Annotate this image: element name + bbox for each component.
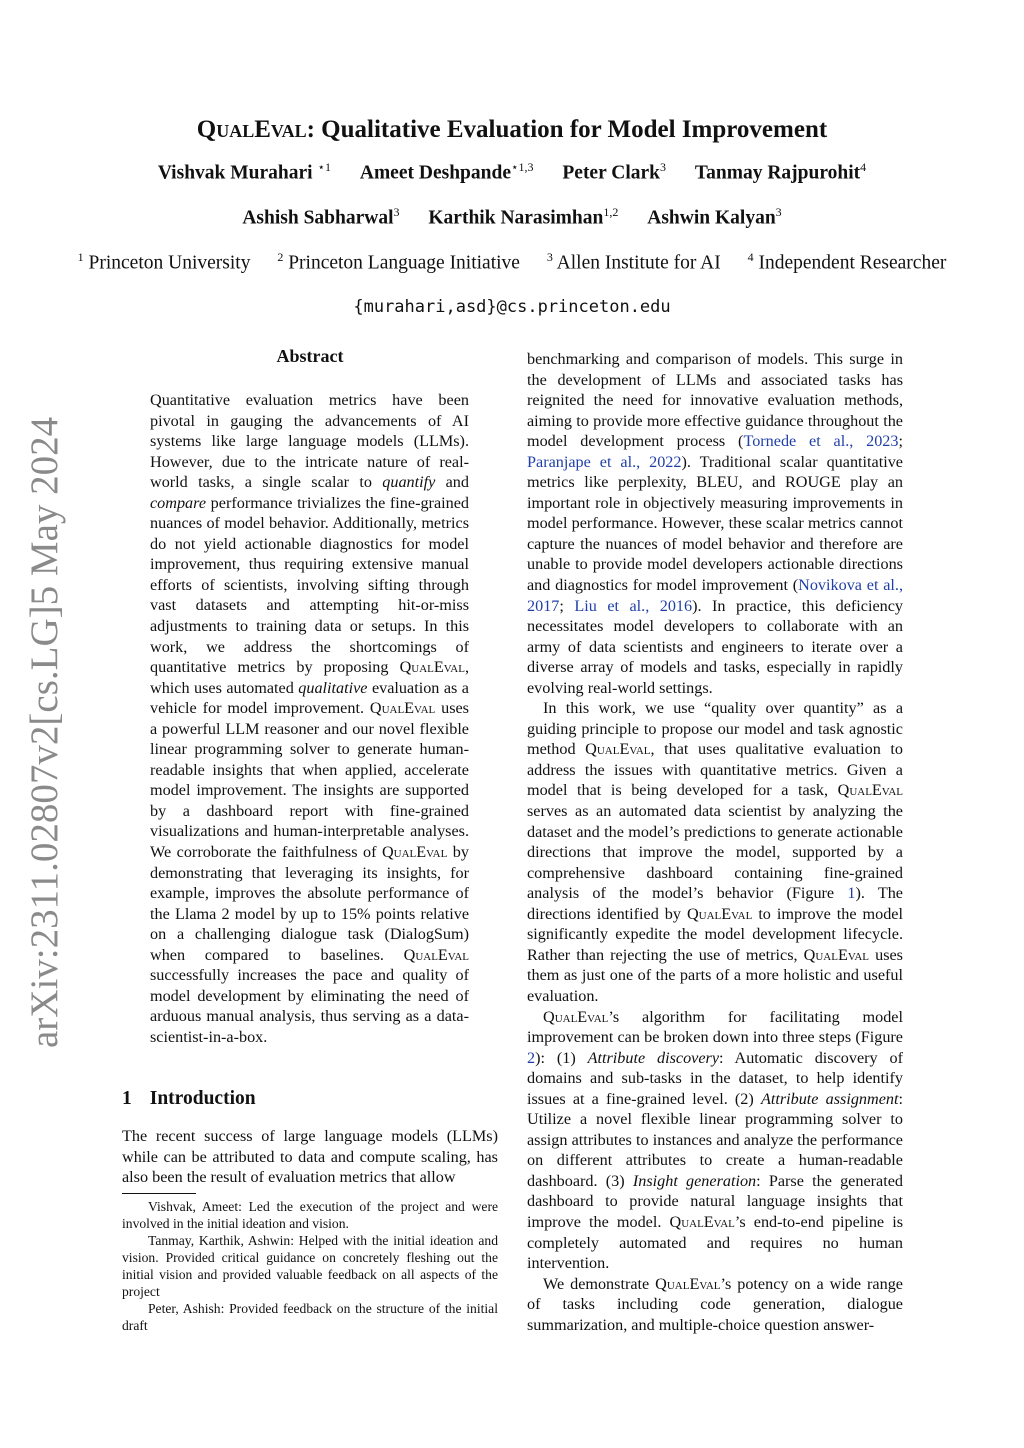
citation-link[interactable]: Novikova et al., 2017 [527, 576, 903, 615]
paragraph: We demonstrate QualEval’s potency on a wide range of tasks including code generation, dialogue summarization, and multiple-choice question answer- [527, 1274, 903, 1334]
paragraph: In this work, we use “quality over quantity” as a guiding principle to propose our model and task agnostic method QualEval, that uses qualitative evaluation to address the issues with quantitative metrics. Given a model that is being developed for a task, QualEval serves as an automated data scientist by analyzing the dataset and the model’s predictions to generate actionable directions that improve the model, supported by a comprehensive dashboard containing fine-grained analysis of the model’s behavior (Figure 1). The directions identified by QualEval to improve the model significantly expedite the model development lifecycle. Rather than rejecting the use of metrics, QualEval uses them as just one of the parts of a more holistic and useful evaluation. [527, 699, 903, 1005]
affiliation: $^4$ Independent Researcher [747, 250, 947, 274]
citation-link[interactable]: Tornede et al., 2023 [743, 432, 899, 451]
author: Peter Clark$^3$ [562, 160, 667, 184]
title-method-name: QualEval [196, 116, 307, 143]
footnote: Tanmay, Karthik, Ashwin: Helped with the initial ideation and vision. Provided critical guidance on concretely fleshing out the initial vision and provided valuable feedback on all aspects of the project [122, 1233, 498, 1299]
author: Ashish Sabharwal$^3$ [242, 205, 400, 229]
footnote-rule [122, 1193, 196, 1194]
author: Tanmay Rajpurohit$^4$ [694, 160, 867, 184]
author: Karthik Narasimhan$^{1,2}$ [428, 205, 619, 229]
paper-title [0, 116, 1024, 144]
citation-link[interactable]: Liu et al., 2016 [574, 596, 693, 615]
affiliation: $^3$ Allen Institute for AI [546, 250, 721, 274]
figure-link[interactable]: 2 [527, 1048, 536, 1067]
footnotes [122, 1199, 498, 1336]
author-row-1 [0, 160, 1024, 185]
footnote: Peter, Ashish: Provided feedback on the structure of the initial draft [122, 1301, 498, 1333]
author: Ameet Deshpande$^{⋆1,3}$ [359, 160, 534, 184]
introduction-body: The recent success of large language models (LLMs) while can be attributed to data and compute scaling, has also been the result of evaluation metrics that allow [122, 1127, 498, 1187]
section-heading-introduction: 1 Introduction [122, 1088, 256, 1109]
affiliation: $^1$ Princeton University [77, 250, 251, 274]
paragraph: QualEval’s algorithm for facilitating model improvement can be broken down into three steps (Figure 2): (1) Attribute discovery: Automatic discovery of domains and sub-tasks in the dataset, to help identify issues at a fine-grained level. (2) Attribute assignment: Utilize a novel flexible linear programming solver to assign attributes to instances and analyze the performance on different attributes to create a human-readable dashboard. (3) Insight generation: Parse the generated dashboard to provide natural language insights that improve the model. QualEval’s end-to-end pipeline is completely automated and requires no human intervention. [527, 1007, 903, 1273]
citation-link[interactable]: Paranjape et al., 2022 [527, 452, 682, 471]
abstract-body: Quantitative evaluation metrics have been pivotal in gauging the advancements of AI systems like large language models (LLMs). However, due to the intricate nature of real-world tasks, a single scalar to quantify and compare performance trivializes the fine-grained nuances of model behavior. Additionally, metrics do not yield actionable diagnostics for model improvement, thus requiring extensive manual efforts of scientists, involving sifting through vast datasets and attempting hit-or-miss adjustments to training data or setups. In this work, we address the shortcomings of quantitative metrics by proposing QualEval, which uses automated qualitative evaluation as a vehicle for model improvement. QualEval uses a powerful LLM reasoner and our novel flexible linear programming solver to generate human-readable insights that when applied, accelerate model improvement. The insights are supported by a dashboard report with fine-grained visualizations and human-interpretable analyses. We corroborate the faithfulness of QualEval by demonstrating that leveraging its insights, for example, improves the absolute performance of the Llama 2 model by up to 15% points relative on a challenging dialogue task (DialogSum) when compared to baselines. QualEval successfully increases the pace and quality of model development by eliminating the need of arduous manual analysis, thus serving as a data-scientist-in-a-box. [150, 391, 469, 1046]
footnote: Vishvak, Ameet: Led the execution of the project and were involved in the initial ideation and vision. [122, 1199, 498, 1231]
author: Ashwin Kalyan$^3$ [647, 205, 782, 229]
arxiv-category: [cs.LG] [22, 605, 66, 726]
figure-link[interactable]: 1 [847, 884, 856, 903]
contact-email: {murahari,asd}@cs.princeton.edu [353, 297, 671, 317]
affiliation: $^2$ Princeton Language Initiative [277, 250, 520, 274]
right-column-body [527, 349, 903, 1335]
author: Vishvak Murahari $^{⋆1}$ [157, 160, 331, 184]
author-row-2 [0, 205, 1024, 230]
arxiv-identifier [14, 416, 74, 1048]
paragraph: benchmarking and comparison of models. This surge in the development of LLMs and associated tasks has reignited the need for innovative evaluation methods, aiming to provide more effective guidance throughout the model development process (Tornede et al., 2023; Paranjape et al., 2022). Traditional scalar quantitative metrics like perplexity, BLEU, and ROUGE play an important role in objectively measuring improvements in model performance. However, these scalar metrics cannot capture the nuances of model behavior and therefore are unable to provide model developers actionable directions and diagnostics for model improvement (Novikova et al., 2017; Liu et al., 2016). In practice, this deficiency necessitates model developers to collaborate with an army of data scientists and engineers to iterate over a diverse array of models and tasks, especially in rapidly evolving real-world settings. [527, 350, 904, 697]
arxiv-date: 5 May 2024 [22, 416, 66, 606]
arxiv-id: arXiv:2311.02807v2 [22, 725, 66, 1048]
title-rest: : Qualitative Evaluation for Model Improvement [306, 116, 828, 143]
abstract-heading: Abstract [276, 346, 344, 366]
affiliations [0, 250, 1024, 275]
